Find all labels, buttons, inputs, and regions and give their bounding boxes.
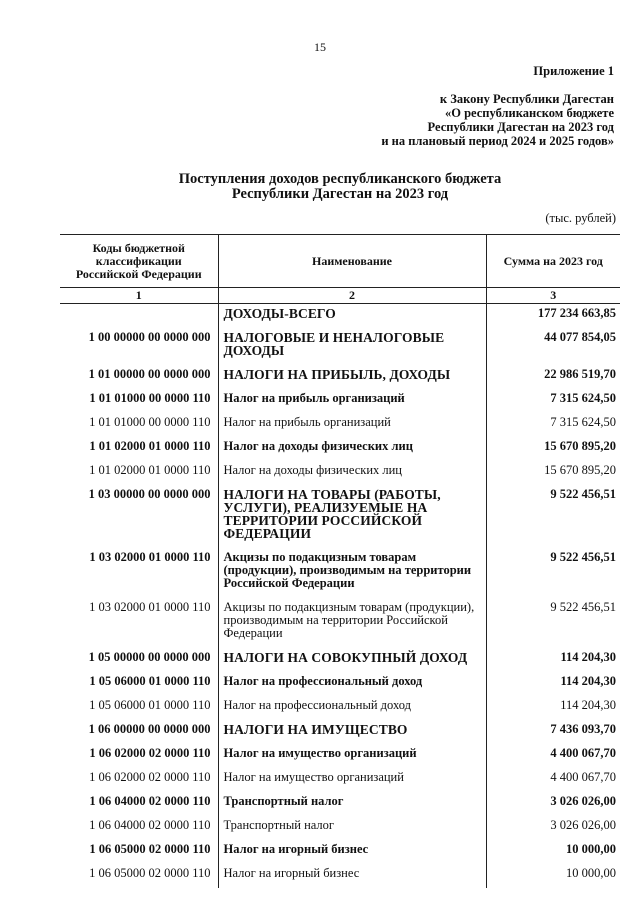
column-number: 3 [486, 288, 620, 304]
table-row [60, 365, 620, 389]
budget-code: 1 06 05000 02 0000 110 [89, 866, 211, 880]
table-row [60, 816, 620, 840]
item-sum: 7 315 624,50 [486, 389, 620, 413]
column-number: 2 [218, 288, 486, 304]
table-row [60, 744, 620, 768]
item-name: НАЛОГИ НА ИМУЩЕСТВО [218, 720, 486, 744]
document-title [0, 172, 640, 202]
table-row [60, 304, 620, 329]
item-sum: 7 436 093,70 [486, 720, 620, 744]
item-name: Налог на доходы физических лиц [218, 437, 486, 461]
item-name: Акцизы по подакцизным товарам (продукции), производимым на территории Российской Федерации [218, 598, 486, 648]
header-sum: Сумма на 2023 год [486, 235, 620, 288]
item-name: Налог на доходы физических лиц [218, 461, 486, 485]
budget-code: 1 05 06000 01 0000 110 [89, 698, 211, 712]
budget-code: 1 03 02000 01 0000 110 [89, 600, 211, 614]
item-sum: 114 204,30 [486, 648, 620, 672]
item-sum: 4 400 067,70 [486, 768, 620, 792]
item-name: Налог на прибыль организаций [218, 389, 486, 413]
item-name: Транспортный налог [218, 792, 486, 816]
item-sum: 3 026 026,00 [486, 816, 620, 840]
item-sum: 15 670 895,20 [486, 461, 620, 485]
budget-code: 1 03 02000 01 0000 110 [89, 550, 211, 564]
item-sum: 44 077 854,05 [486, 328, 620, 365]
budget-code: 1 01 02000 01 0000 110 [89, 439, 211, 453]
table-row [60, 792, 620, 816]
item-sum: 9 522 456,51 [486, 548, 620, 598]
table-row [60, 413, 620, 437]
item-sum: 114 204,30 [486, 672, 620, 696]
item-sum: 177 234 663,85 [486, 304, 620, 329]
budget-code: 1 03 00000 00 0000 000 [88, 487, 211, 501]
title-line-1: Поступления доходов республиканского бюджета [178, 171, 502, 187]
budget-code: 1 06 04000 02 0000 110 [89, 794, 211, 808]
item-sum: 10 000,00 [486, 840, 620, 864]
header-name: Наименование [218, 235, 486, 288]
item-name: Транспортный налог [218, 816, 486, 840]
item-name: Налог на профессиональный доход [218, 672, 486, 696]
table-row [60, 840, 620, 864]
budget-code [60, 304, 218, 329]
item-sum: 3 026 026,00 [486, 792, 620, 816]
item-name: НАЛОГИ НА ТОВАРЫ (РАБОТЫ, УСЛУГИ), РЕАЛИЗУЕМЫЕ НА ТЕРРИТОРИИ РОССИЙСКОЙ ФЕДЕРАЦИИ [218, 485, 486, 548]
budget-code: 1 01 01000 00 0000 110 [89, 415, 211, 429]
appendix-line: к Закону Республики Дагестан [439, 92, 614, 106]
table-row [60, 648, 620, 672]
item-sum: 9 522 456,51 [486, 598, 620, 648]
item-name: Налог на профессиональный доход [218, 696, 486, 720]
page-number: 15 [314, 40, 326, 54]
appendix-line: «О республиканском бюджете [445, 106, 614, 120]
item-sum: 10 000,00 [486, 864, 620, 888]
item-sum: 15 670 895,20 [486, 437, 620, 461]
item-name: ДОХОДЫ-ВСЕГО [218, 304, 486, 329]
budget-code: 1 05 06000 01 0000 110 [89, 674, 211, 688]
item-sum: 22 986 519,70 [486, 365, 620, 389]
item-sum: 9 522 456,51 [486, 485, 620, 548]
item-name: НАЛОГИ НА ПРИБЫЛЬ, ДОХОДЫ [218, 365, 486, 389]
table-row [60, 548, 620, 598]
item-sum: 4 400 067,70 [486, 744, 620, 768]
item-name: Налог на прибыль организаций [218, 413, 486, 437]
table-row [60, 768, 620, 792]
budget-code: 1 06 00000 00 0000 000 [88, 722, 211, 736]
appendix-title: Приложение 1 [533, 64, 614, 78]
table-row [60, 720, 620, 744]
item-sum: 7 315 624,50 [486, 413, 620, 437]
budget-code: 1 00 00000 00 0000 000 [88, 330, 211, 344]
budget-code: 1 06 04000 02 0000 110 [89, 818, 211, 832]
budget-code: 1 05 00000 00 0000 000 [88, 650, 211, 664]
table-row [60, 328, 620, 365]
item-name: Налог на имущество организаций [218, 744, 486, 768]
budget-code: 1 06 05000 02 0000 110 [89, 842, 211, 856]
item-name: Налог на имущество организаций [218, 768, 486, 792]
budget-code: 1 06 02000 02 0000 110 [89, 746, 211, 760]
budget-code: 1 01 01000 00 0000 110 [89, 391, 211, 405]
table-row [60, 461, 620, 485]
table-row [60, 485, 620, 548]
title-line-2: Республики Дагестан на 2023 год [231, 186, 449, 202]
appendix-header [314, 64, 614, 148]
item-name: Акцизы по подакцизным товарам (продукции), производимым на территории Российской Федерации [218, 548, 486, 598]
table-body [60, 304, 620, 889]
item-name: Налог на игорный бизнес [218, 840, 486, 864]
item-name: НАЛОГИ НА СОВОКУПНЫЙ ДОХОД [218, 648, 486, 672]
item-sum: 114 204,30 [486, 696, 620, 720]
table-row [60, 864, 620, 888]
budget-code: 1 06 02000 02 0000 110 [89, 770, 211, 784]
column-number: 1 [60, 288, 218, 304]
item-name: НАЛОГОВЫЕ И НЕНАЛОГОВЫЕ ДОХОДЫ [218, 328, 486, 365]
table-row [60, 672, 620, 696]
table-row [60, 437, 620, 461]
table-row [60, 389, 620, 413]
header-code: Коды бюджетной классификации Российской Федерации [60, 235, 218, 288]
revenue-table [60, 234, 620, 888]
appendix-line: Республики Дагестан на 2023 год [427, 120, 614, 134]
item-name: Налог на игорный бизнес [218, 864, 486, 888]
table-row [60, 598, 620, 648]
budget-code: 1 01 02000 01 0000 110 [89, 463, 211, 477]
table-row [60, 696, 620, 720]
appendix-line: и на плановый период 2024 и 2025 годов» [381, 134, 614, 148]
budget-code: 1 01 00000 00 0000 000 [88, 367, 211, 381]
units-label: (тыс. рублей) [545, 211, 616, 225]
